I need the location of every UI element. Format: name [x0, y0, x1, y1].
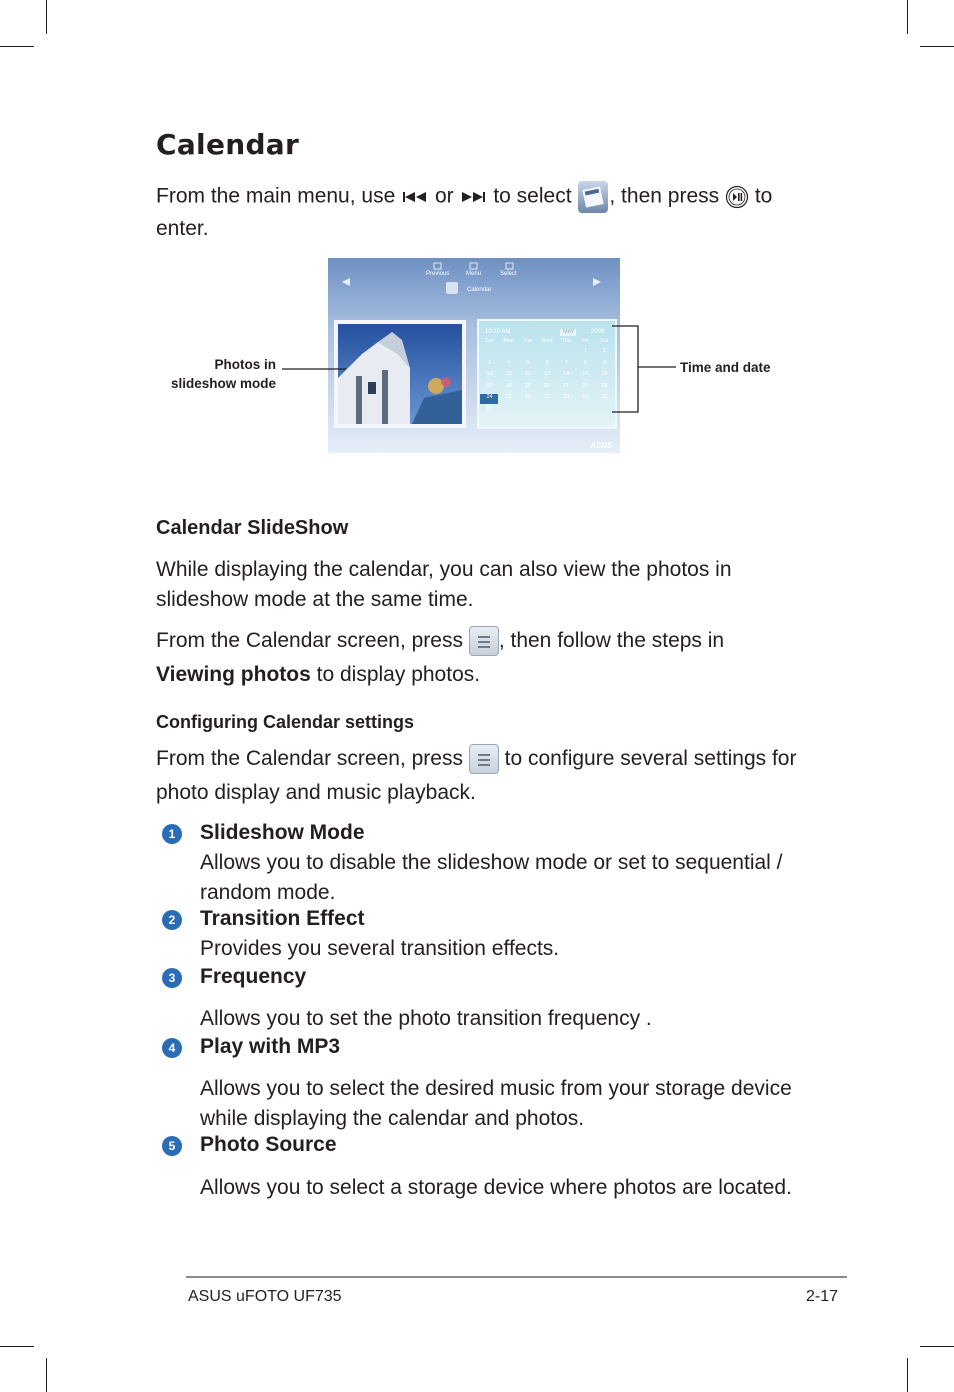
intro-text-4: , then press — [609, 184, 720, 208]
config-text-c: photo display and music playback. — [156, 781, 476, 804]
calendar-menu-icon — [577, 180, 609, 214]
crop-mark — [46, 0, 47, 34]
slideshow-steps-text-a: From the Calendar screen, press — [156, 629, 463, 652]
calendar-day: 24 — [486, 394, 493, 400]
page-title: Calendar — [156, 128, 300, 161]
calendar-day — [480, 348, 499, 360]
calendar-day — [557, 348, 576, 360]
calendar-week-row — [480, 394, 614, 406]
weekday-label: Wed — [541, 338, 553, 344]
calendar-day: 29 — [582, 394, 589, 400]
item-desc-slideshow-mode — [200, 848, 820, 908]
config-text-b: to configure several settings for — [504, 747, 797, 770]
item-desc-line: Allows you to disable the slideshow mode or set to sequential / — [200, 851, 783, 874]
nav-menu-label: Menu — [466, 271, 482, 277]
weekday-label: Sun — [484, 338, 495, 344]
calendar-day: 21 — [563, 382, 570, 389]
calendar-day: 8 — [583, 359, 587, 366]
config-text-a: From the Calendar screen, press — [156, 747, 463, 770]
weekday-row — [480, 338, 614, 348]
calendar-day: 16 — [601, 371, 608, 377]
calendar-day: 3 — [488, 359, 492, 366]
footer-product-name: ASUS uFOTO UF735 — [188, 1288, 342, 1305]
item-desc-line: Allows you to select the desired music from your storage device — [200, 1077, 792, 1100]
weekday-label: Tue — [523, 338, 533, 344]
crop-mark — [920, 1346, 954, 1347]
callout-photos-line1: Photos in — [214, 357, 276, 372]
asus-brand-logo: ASUS — [590, 441, 613, 450]
config-paragraph — [156, 744, 816, 808]
slideshow-steps-text-c: to display photos. — [316, 663, 481, 686]
calendar-day: 20 — [543, 382, 551, 389]
calendar-day — [499, 348, 518, 360]
item-number-badge: 5 — [162, 1136, 182, 1156]
intro-text-1: From the main menu, use — [156, 184, 396, 208]
calendar-day: 5 — [526, 359, 530, 366]
item-title-play-with-mp3: Play with MP3 — [200, 1035, 341, 1058]
item-desc-line: random mode. — [200, 881, 336, 904]
calendar-week-row — [480, 348, 614, 360]
item-number-badge: 2 — [162, 910, 182, 930]
calendar-day: 22 — [582, 382, 589, 389]
calendar-day — [499, 406, 518, 418]
calendar-day: 18 — [505, 382, 512, 389]
slideshow-steps-paragraph — [156, 626, 796, 690]
calendar-day — [537, 406, 556, 418]
intro-text-3: to select — [493, 184, 572, 208]
calendar-day: 27 — [543, 394, 551, 400]
calendar-day: 6 — [545, 359, 549, 366]
footer-rule — [186, 1276, 847, 1278]
calendar-day — [518, 348, 537, 360]
calendar-day: 12 — [524, 371, 531, 377]
calendar-day: 9 — [602, 359, 606, 366]
intro-text-5: to — [754, 184, 773, 208]
skip-next-icon — [459, 190, 487, 204]
calendar-day — [557, 406, 576, 418]
item-title-frequency: Frequency — [200, 965, 307, 988]
weekday-label: Sat — [600, 338, 609, 344]
callout-time-date: Time and date — [680, 360, 771, 375]
weekday-label: Fri — [582, 338, 589, 344]
calendar-week-row — [480, 383, 614, 395]
settings-menu-icon — [469, 744, 499, 774]
intro-paragraph — [156, 180, 796, 244]
calendar-day: 10 — [486, 371, 493, 377]
calendar-day — [537, 348, 556, 360]
calendar-day: 23 — [601, 382, 608, 389]
item-desc-transition-effect: Provides you several transition effects. — [200, 937, 560, 960]
calendar-day: 11 — [505, 371, 512, 377]
intro-text-2: or — [434, 184, 454, 208]
crop-mark — [907, 1358, 908, 1392]
item-desc-frequency: Allows you to set the photo transition frequency . — [200, 1007, 652, 1030]
intro-text-6: enter. — [156, 217, 209, 240]
calendar-day: 13 — [543, 371, 551, 377]
item-title-slideshow-mode: Slideshow Mode — [200, 821, 365, 844]
calendar-day: 14 — [563, 371, 570, 377]
config-heading: Configuring Calendar settings — [156, 712, 415, 732]
skip-previous-icon — [401, 190, 429, 204]
nav-previous-label: Previous — [426, 271, 450, 277]
crop-mark — [46, 1358, 47, 1392]
item-title-photo-source: Photo Source — [200, 1133, 337, 1156]
crop-mark — [920, 46, 954, 47]
calendar-time: 10:10 AM — [485, 329, 511, 335]
calendar-week-row — [480, 406, 614, 418]
crop-mark — [0, 46, 34, 47]
calendar-day: 19 — [524, 382, 531, 389]
slideshow-menu-icon — [469, 626, 499, 656]
viewing-photos-link: Viewing photos — [156, 663, 311, 686]
slideshow-heading: Calendar SlideShow — [156, 517, 349, 539]
calendar-day: 1 — [583, 348, 587, 354]
slideshow-paragraph: While displaying the calendar, you can also view the photos in slideshow mode at the same time. — [156, 558, 732, 611]
item-desc-play-with-mp3 — [200, 1074, 840, 1134]
play-pause-button-icon — [725, 185, 749, 209]
calendar-month: MAY — [563, 329, 575, 335]
calendar-day: 15 — [582, 371, 589, 377]
callout-photos — [120, 355, 276, 393]
screen-title: Calendar — [467, 287, 492, 293]
calendar-day — [576, 406, 595, 418]
crop-mark — [907, 0, 908, 34]
calendar-screenshot — [328, 258, 620, 453]
calendar-day: 4 — [507, 359, 511, 366]
nav-select-label: Select — [500, 271, 517, 277]
calendar-day: 31 — [486, 405, 493, 412]
calendar-day: 7 — [564, 359, 568, 366]
calendar-year: 2008 — [591, 329, 605, 335]
calendar-week-row — [480, 360, 614, 372]
calendar-day: 26 — [524, 394, 531, 400]
item-number-badge: 1 — [162, 824, 182, 844]
calendar-day: 2 — [602, 348, 606, 354]
item-desc-line: while displaying the calendar and photos. — [200, 1107, 585, 1130]
calendar-day — [518, 406, 537, 418]
item-title-transition-effect: Transition Effect — [200, 907, 365, 930]
callout-photos-line2: slideshow mode — [170, 376, 276, 391]
calendar-day: 30 — [601, 394, 608, 400]
item-number-badge: 3 — [162, 968, 182, 988]
calendar-day: 25 — [505, 394, 512, 400]
calendar-day: 28 — [563, 394, 570, 400]
crop-mark — [0, 1346, 34, 1347]
calendar-day — [595, 406, 614, 418]
item-desc-photo-source: Allows you to select a storage device where photos are located. — [200, 1176, 792, 1199]
calendar-grid — [480, 338, 614, 417]
calendar-week-row — [480, 371, 614, 383]
footer-page-number: 2-17 — [806, 1288, 839, 1305]
weekday-label: Mon — [503, 338, 515, 344]
slideshow-steps-text-b: , then follow the steps in — [498, 629, 725, 652]
calendar-weeks — [480, 348, 614, 417]
item-number-badge: 4 — [162, 1038, 182, 1058]
weekday-label: Thu — [561, 338, 571, 344]
calendar-day: 17 — [486, 382, 493, 389]
